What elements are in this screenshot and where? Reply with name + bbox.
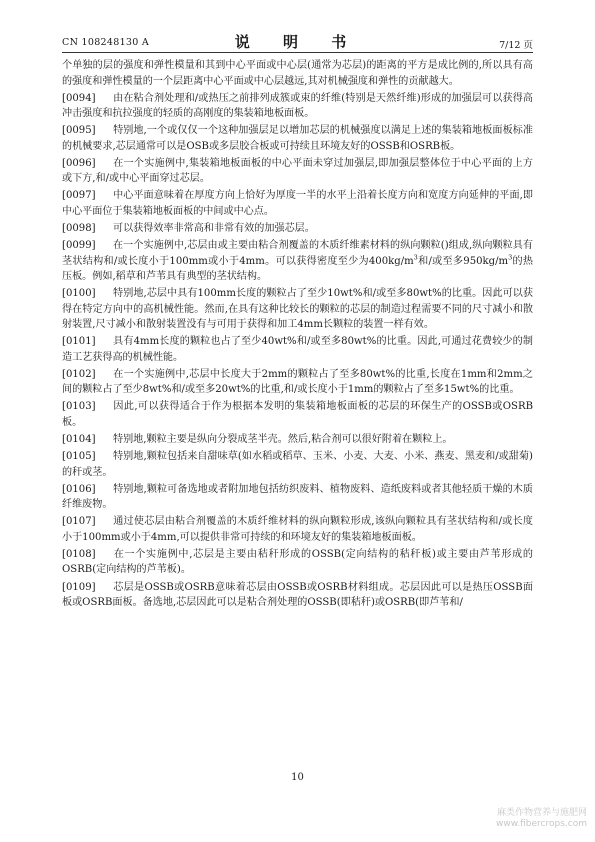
patent-number: CN 108248130 A: [62, 37, 150, 48]
paragraph-number: [0099]: [62, 240, 96, 252]
paragraph-number: [0105]: [62, 451, 96, 463]
paragraph-number: [0100]: [62, 288, 96, 300]
paragraph-text: 在一个实施例中,芯层由或主要由粘合剂覆盖的木质纤维素材料的纵向颗粒()组成,纵向颗粒具有茎状结构和/或长度小于100mm或小于4mm。可以获得密度至少为400kg/m: [62, 240, 533, 267]
paragraph-0095: [62, 123, 533, 154]
paragraph-number: [0095]: [62, 125, 96, 137]
paragraph-text: 可以获得效率非常高和非常有效的加强芯层。: [113, 222, 315, 234]
paragraph-number: [0108]: [62, 548, 96, 560]
paragraph-number: [0103]: [62, 401, 96, 413]
paragraph-0097: [62, 188, 533, 219]
paragraph-0106: [62, 482, 533, 513]
paragraph-number: [0106]: [62, 483, 96, 495]
page-indicator: 7/12 页: [499, 40, 533, 51]
paragraph-0103: [62, 399, 533, 430]
paragraph-0105: [62, 449, 533, 480]
paragraph-text: 具有4mm长度的颗粒也占了至少40wt%和/或至多80wt%的比重。因此,可通过花费较少的制造工艺获得高的机械性能。: [62, 336, 533, 363]
paragraph-0099: [62, 238, 533, 285]
page-header: [62, 30, 533, 53]
paragraph-0096: [62, 156, 533, 187]
paragraph-number: [0098]: [62, 222, 96, 234]
paragraph-number: [0096]: [62, 157, 96, 169]
document-title: 说 明 书: [234, 33, 361, 51]
paragraph-0098: [62, 221, 533, 237]
paragraph-number: [0104]: [62, 434, 96, 446]
paragraph-number: [0097]: [62, 190, 96, 202]
paragraph-text: 中心平面意味着在厚度方向上恰好为厚度一半的水平上沿着长度方向和宽度方向延伸的平面,即中心平面位于集装箱地板面板的中间或中心点。: [62, 190, 533, 217]
paragraph-text: 特别地,颗粒可备选地或者附加地包括纺织废料、植物废料、造纸废料或者其他轻质干燥的木质纤维废物。: [62, 483, 533, 511]
page-number: 10: [291, 772, 304, 783]
site-watermark: [496, 808, 587, 830]
paragraph-0104: [62, 432, 533, 448]
superscript-3: 3: [508, 253, 513, 262]
paragraph-text: 特别地,颗粒主要是纵向分裂成茎半壳。然后,粘合剂可以很好附着在颗粒上。: [113, 434, 453, 446]
paragraph-0101: [62, 334, 533, 365]
paragraph-text-end: 的热压板。例如,稻草和芦苇具有典型的茎状结构。: [62, 255, 534, 283]
document-body: [62, 58, 533, 612]
paragraph-0102: [62, 367, 533, 398]
paragraph-text: 特别地,芯层中具有100mm长度的颗粒占了至少10wt%和/或至多80wt%的比重。因此可以获得在特定方向中的高机械性能。然而,在具有这种比较长的颗粒的芯层的制造过程需要不同的尺寸减小和散射装置,尺寸减小和散射装置没有与可用于获得和加工4mm长颗粒的装置一样有效。: [62, 288, 533, 331]
paragraph-text: 因此,可以获得适合于作为根据本发明的集装箱地板面板的芯层的环保生产的OSSB或OSRB板。: [62, 401, 533, 428]
paragraph-number: [0094]: [62, 92, 96, 104]
paragraph-number: [0109]: [62, 581, 96, 593]
paragraph-text: 特别地,颗粒包括来自甜味草(如水稻或稻草、玉米、小麦、大麦、小米、燕麦、黑麦和/或甜菊)的秆或茎。: [62, 451, 533, 478]
paragraph-text: 通过使芯层由粘合剂覆盖的木质纤维材料的纵向颗粒形成,该纵向颗粒具有茎状结构和/或长度小于100mm或小于4mm,可以提供非常可持续的和环境友好的集装箱地板面板。: [62, 516, 533, 543]
paragraph-number: [0102]: [62, 368, 96, 380]
paragraph-text: 芯层是OSSB或OSRB意味着芯层由OSSB或OSRB材料组成。芯层因此可以是热压OSSB面板或OSRB面板。备选地,芯层因此可以是粘合剂处理的OSSB(即秸秆)或OSRB(即芦苇和/: [62, 581, 533, 608]
paragraph-0108: [62, 547, 533, 578]
paragraph-0094: [62, 91, 533, 122]
paragraph-text: 在一个实施例中,芯层中长度大于2mm的颗粒占了至多80wt%的比重,长度在1mm和2mm之间的颗粒占了至少8wt%和/或至多20wt%的比重,和/或长度小于1mm的颗粒占了至多15wt%的比重。: [62, 368, 533, 396]
watermark-site-name: 麻类作物营养与施肥网: [496, 808, 587, 818]
paragraph-text-mid: 和/或至多950kg/m: [417, 255, 509, 267]
paragraph-number: [0101]: [62, 336, 96, 348]
paragraph-number: [0107]: [62, 516, 96, 528]
watermark-url: www.fibercrops.com: [496, 819, 587, 829]
superscript-3: 3: [413, 253, 418, 262]
paragraph-text: 由在粘合剂处理和/或热压之前排列成簇或束的纤维(特别是天然纤维)形成的加强层可以获得高冲击强度和抗拉强度的轻质的高刚度的集装箱地板面板。: [62, 92, 533, 120]
intro-paragraph: 个单独的层的强度和弹性模量和其到中心平面或中心层(通常为芯层)的距离的平方是成比例的,所以具有高的强度和弹性模量的一个层距离中心平面或中心层越远,其对机械强度和弹性的贡献越大。: [62, 60, 533, 87]
paragraph-0100: [62, 286, 533, 333]
paragraph-0109: [62, 580, 533, 611]
paragraph-text: 在一个实施例中,集装箱地板面板的中心平面未穿过加强层,即加强层整体位于中心平面的上方或下方,和/或中心平面穿过芯层。: [62, 157, 533, 185]
paragraph-text: 在一个实施例中,芯层是主要由秸秆形成的OSSB(定向结构的秸秆板)或主要由芦苇形成的OSRB(定向结构的芦苇板)。: [62, 548, 533, 576]
paragraph-text: 特别地,一个或仅仅一个这种加强层足以增加芯层的机械强度以满足上述的集装箱地板面板标准的机械要求,芯层通常可以是OSB或多层胶合板或可持续且环境友好的OSSB和OSRB板。: [62, 125, 533, 152]
paragraph-0107: [62, 514, 533, 545]
